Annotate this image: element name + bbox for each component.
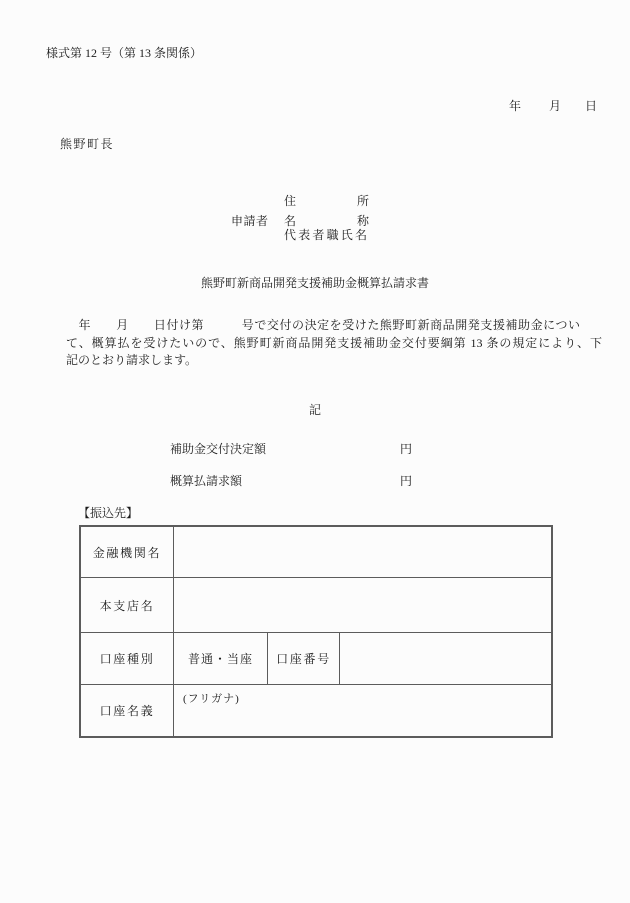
transfer-table [79,525,553,738]
date-day-label: 日 [585,99,598,113]
applicant-representative-line: 代表者職氏名 [284,228,370,242]
record-heading: 記 [308,403,321,417]
table-value-account-number [339,632,551,684]
table-value-account-holder [173,684,551,736]
transfer-section-heading: 【振込先】 [78,506,139,520]
table-label-branch-name: 本支店名 [81,577,173,632]
amount-requested-unit: 円 [400,474,413,488]
applicant-address-line [284,195,369,208]
table-label-account-type: 口座種別 [81,632,173,684]
applicant-name-char-2: 称 [356,214,369,228]
document-title: 熊野町新商品開発支援補助金概算払請求書 [200,276,429,290]
applicant-label: 申請者 [231,214,269,228]
table-label-financial-institution: 金融機関名 [92,545,162,560]
addressee: 熊野町長 [60,137,115,151]
table-label-account-holder: 口座名義 [81,684,173,736]
table-value-financial-institution [173,527,551,577]
table-account-type-options: 普通・当座 [173,632,267,684]
table-label-account-number: 口座番号 [267,632,339,684]
date-month-label: 月 [549,99,562,113]
table-value-branch-name [173,577,551,632]
applicant-name-line [284,215,369,228]
furigana-hint: (フリガナ) [183,693,240,705]
date-year-label: 年 [509,99,522,113]
applicant-name-char-1: 名 [284,214,297,228]
applicant-address-char-1: 住 [284,194,297,208]
body-paragraph-line-2: て、概算払を受けたいので、熊野町新商品開発支援補助金交付要綱第 13 条の規定により、下 [66,336,602,350]
date-line [497,87,597,126]
body-paragraph-line-1: 年 月 日付け第 号で交付の決定を受けた熊野町新商品開発支援補助金につい [66,318,580,332]
amount-decided-label: 補助金交付決定額 [170,442,267,456]
applicant-address-char-2: 所 [356,194,369,208]
amount-decided-unit: 円 [400,442,413,456]
body-paragraph-line-3: 記のとおり請求します。 [66,353,198,367]
amount-requested-label: 概算払請求額 [170,474,243,488]
form-number: 様式第 12 号（第 13 条関係） [46,46,203,60]
